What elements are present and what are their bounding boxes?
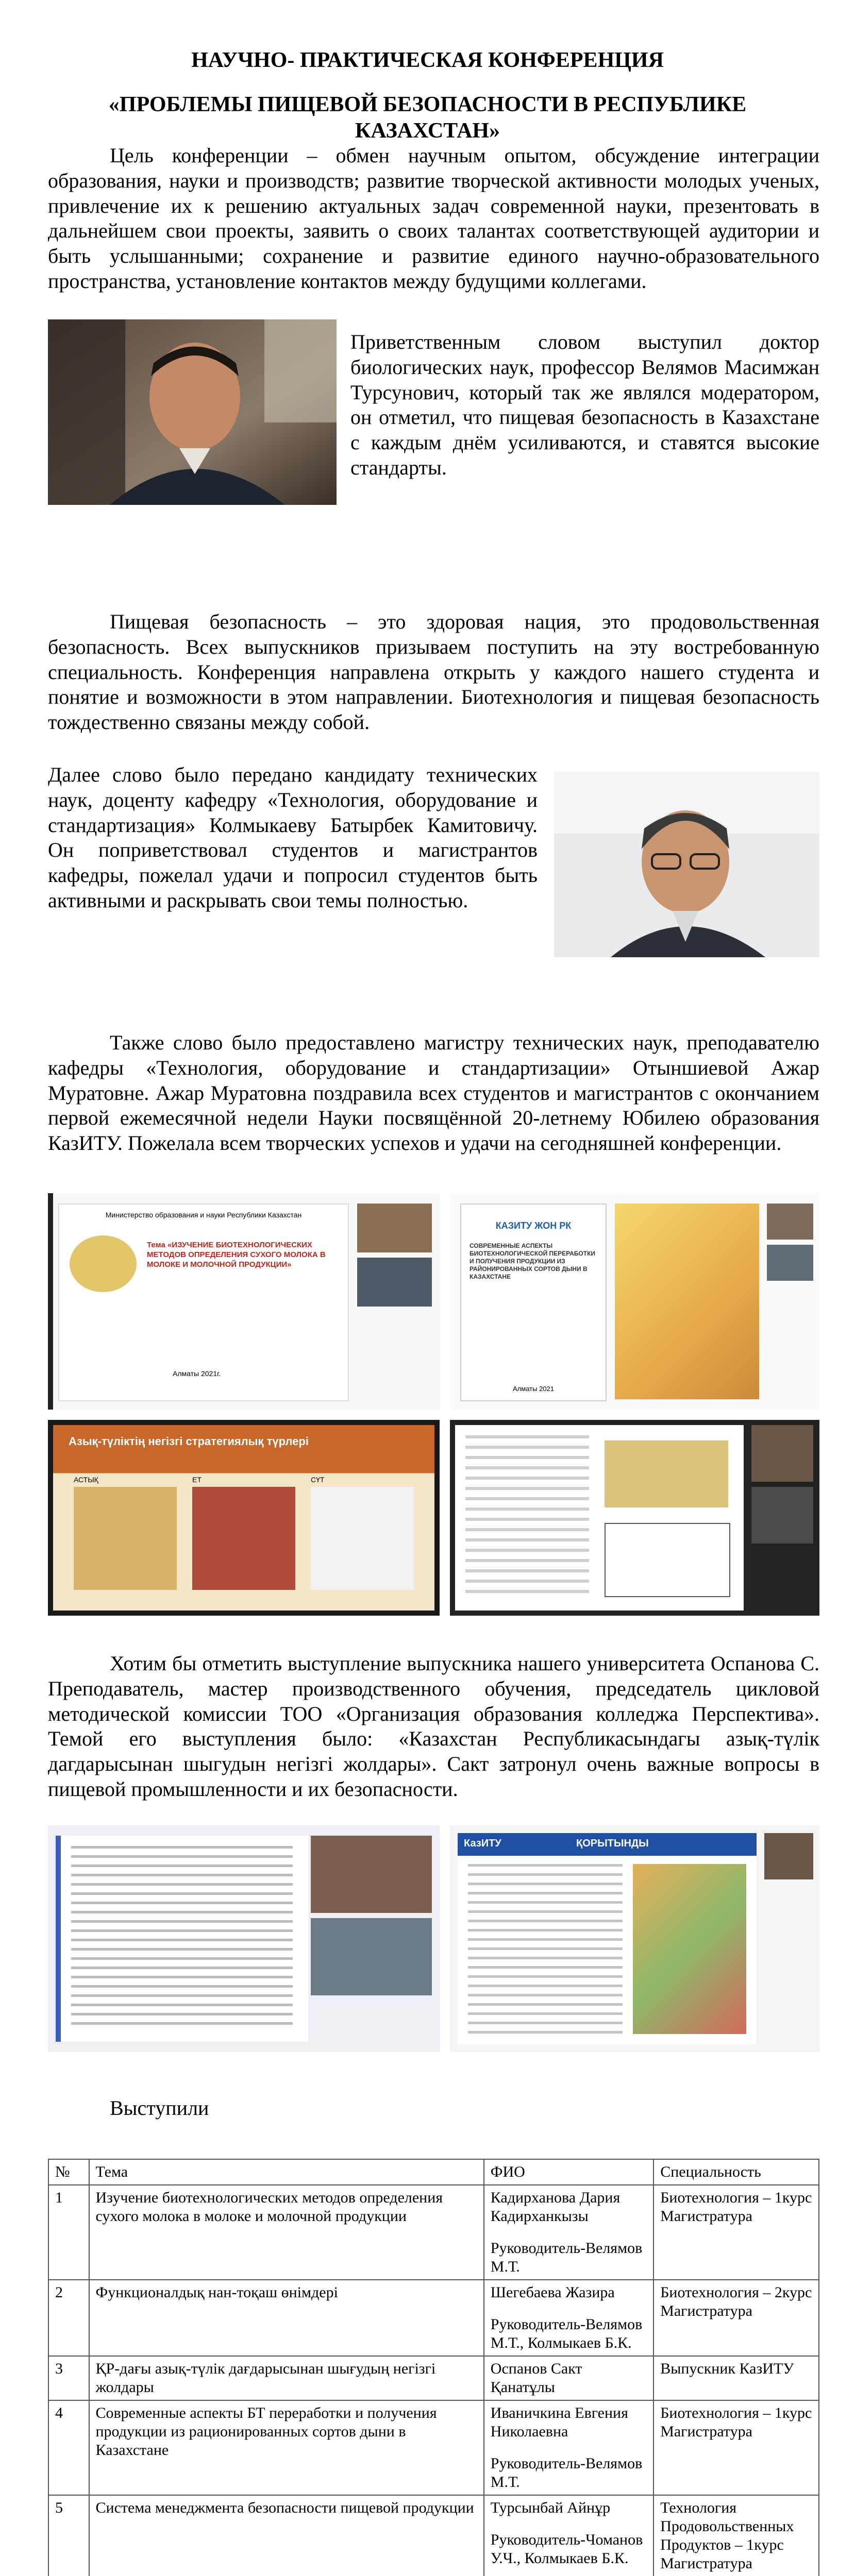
cell-fio — [484, 2185, 653, 2280]
participant-video-thumb — [311, 1918, 432, 1995]
meat-image — [192, 1487, 295, 1590]
table-row — [48, 2356, 819, 2400]
food-image — [633, 1864, 746, 2034]
slide-3 — [53, 1425, 434, 1611]
conference-screenshot-2 — [450, 1193, 819, 1410]
participant-video-thumb — [357, 1204, 432, 1252]
table-row — [48, 2495, 819, 2576]
slide-6-text-lines — [468, 1864, 623, 2034]
cell-topic: ҚР-дағы азық-түлік дағдарысынан шығудың негізгі жолдары — [89, 2356, 484, 2400]
cell-number: 3 — [48, 2356, 89, 2400]
participant-video-thumb — [767, 1204, 813, 1240]
otynshieva-paragraph: Также слово было предоставлено магистру технических наук, преподавателю кафедры «Технология, оборудование и стандартизации» Отыншиевой Ажар Муратовне. Ажар Муратовна поздравила всех студентов и магистрантов с окончанием первой ежемесячной недели Науки посвящённой 20-летнему Юбилею образования КазИТУ. Пожелала всем творческих успехов и удачи на сегодняшней конференции. — [48, 1031, 819, 1155]
table-header-row — [48, 2159, 819, 2185]
slide-3-label-3: СҮТ — [311, 1476, 325, 1484]
slide-5a-text-lines — [71, 1846, 293, 2031]
cell-topic: Система менеджмента безопасности пищевой продукции — [89, 2495, 484, 2576]
header-fio: ФИО — [484, 2159, 653, 2185]
speaker-name: Турсынбай Айнұр — [490, 2499, 611, 2516]
participant-video-thumb — [751, 1425, 813, 1482]
kolmykaev-paragraph: Далее слово было передано кандидату технических наук, доценту кафедру «Технология, оборудование и стандартизация» Колмыкаеву Батырбек Камитовичу. Он поприветствовал студентов и магистрантов кафедры, пожелал удачи и попросил студентов быть активными и раскрывать свои темы полностью. — [48, 763, 538, 912]
cell-specialty: Биотехнология – 1курс Магистратура — [653, 2400, 819, 2495]
melon-photo — [615, 1204, 759, 1399]
cell-fio — [484, 2400, 653, 2495]
slide-3-label-1: АСТЫҚ — [74, 1476, 98, 1484]
food-safety-paragraph: Пищевая безопасность – это здоровая нация, это продовольственная безопасность. Всех выпускников призываем поступить на эту востребованную специальность. Конференция направлена открыть у каждого нашего студента и понятие и возможности в этом направлении. Биотехнология и пищевая безопасность тождественно связаны между собой. — [48, 610, 819, 734]
professor-photo-image — [48, 319, 337, 505]
title-line-3: КАЗАХСТАН» — [355, 118, 500, 143]
conference-screenshot-6 — [450, 1825, 819, 2052]
table-row — [48, 2280, 819, 2356]
slide-6-title: ҚОРЫТЫНДЫ — [576, 1838, 649, 1849]
cell-fio — [484, 2356, 653, 2400]
university-logo-icon — [70, 1235, 137, 1292]
table-row — [48, 2185, 819, 2280]
cell-specialty: Выпускник КазИТУ — [653, 2356, 819, 2400]
cell-fio — [484, 2495, 653, 2576]
supervisor-name: Руководитель-Велямов М.Т. — [490, 2240, 643, 2275]
slide-2 — [460, 1204, 607, 1401]
page-title — [0, 47, 855, 144]
speakers-table — [48, 2159, 819, 2576]
cell-number: 5 — [48, 2495, 89, 2576]
professor-webcam-photo — [48, 319, 337, 505]
participant-video-thumb — [767, 1245, 813, 1281]
slide-2-footer: Алматы 2021 — [513, 1384, 554, 1393]
cell-specialty: Технология Продовольственных Продуктов – 1курс Магистратура — [653, 2495, 819, 2576]
slide-4-text-lines — [465, 1435, 589, 1600]
table-body — [48, 2185, 819, 2576]
speaker-name: Шегебаева Жазира — [490, 2284, 615, 2301]
speaker-name: Иваничкина Евгения Николаевна — [490, 2404, 628, 2440]
slide-1-header: Министерство образования и науки Республики Казахстан — [105, 1211, 302, 1219]
cell-number: 2 — [48, 2280, 89, 2356]
slide-1-footer: Алматы 2021г. — [173, 1369, 221, 1378]
kolmykaev-webcam-photo — [554, 772, 819, 957]
participant-video-thumb — [764, 1833, 813, 1879]
slide-5a — [56, 1836, 308, 2042]
slide-1-title: Тема «ИЗУЧЕНИЕ БИОТЕХНОЛОГИЧЕСКИХ МЕТОДОВ ОПРЕДЕЛЕНИЯ СУХОГО МОЛОКА В МОЛОКЕ И МОЛОЧНОЙ ПРОДУКЦИИ» — [147, 1241, 326, 1269]
slide-6 — [458, 1833, 757, 2044]
speakers-heading: Выступили — [110, 2096, 209, 2120]
supervisor-name: Руководитель-Чоманов У.Ч., Колмыкаев Б.К. — [490, 2531, 643, 2567]
title-line-2: «ПРОБЛЕМЫ ПИЩЕВОЙ БЕЗОПАСНОСТИ В РЕСПУБЛИКЕ — [108, 93, 747, 117]
cell-specialty: Биотехнология – 1курс Магистратура — [653, 2185, 819, 2280]
slide-4-image — [605, 1440, 728, 1507]
title-line-1: НАУЧНО- ПРАКТИЧЕСКАЯ КОНФЕРЕНЦИЯ — [191, 48, 664, 72]
cell-specialty: Биотехнология – 2курс Магистратура — [653, 2280, 819, 2356]
conference-screenshot-3 — [48, 1420, 440, 1616]
supervisor-name: Руководитель-Велямов М.Т. — [490, 2455, 643, 2490]
speaker-name: Кадирханова Дария Кадирханкызы — [490, 2189, 621, 2225]
cell-number: 1 — [48, 2185, 89, 2280]
cell-topic: Функционалдық нан-тоқаш өнімдері — [89, 2280, 484, 2356]
cell-topic: Современные аспекты БТ переработки и получения продукции из рационированных сортов дыни в Казахстане — [89, 2400, 484, 2495]
conference-screenshot-4 — [450, 1420, 819, 1616]
conference-screenshot-5 — [48, 1825, 440, 2052]
cell-number: 4 — [48, 2400, 89, 2495]
slide-1 — [58, 1204, 349, 1401]
supervisor-name: Руководитель-Велямов М.Т., Колмыкаев Б.К. — [490, 2316, 643, 2351]
milk-image — [311, 1487, 414, 1590]
slide-3-title: Азық-түліктің негізгі стратегиялық түрлері — [69, 1435, 309, 1448]
intro-paragraph: Цель конференции – обмен научным опытом, обсуждение интеграции образования, науки и производств; развитие творческой активности молодых ученых, привлечение их к решению актуальных задач современной науки, презентовать в дальнейшем свои проекты, заявить о своих талантах соответствующей аудитории и быть услышанными; сохранение и развитие единого научно-образовательного пространства, установление контактов между будущими коллегами. — [48, 144, 819, 293]
table-row — [48, 2400, 819, 2495]
molecule-diagram — [605, 1523, 730, 1597]
ospanov-paragraph: Хотим бы отметить выступление выпускника нашего университета Оспанова С. Преподаватель, мастер производственного обучения, председатель цикловой методической комиссии ТОО «Организация образования колледжа Перспектива». Темой его выступления было: «Казахстан Республикасындагы азық-түлік дагдарысынан шыгудын негізгі жолдары». Сакт затронул очень важные вопросы в пищевой промышленности и их безопасности. — [48, 1652, 819, 1801]
participant-video-thumb — [311, 1836, 432, 1913]
slide-2-title: СОВРЕМЕННЫЕ АСПЕКТЫ БИОТЕХНОЛОГИЧЕСКОЙ ПЕРЕРАБОТКИ И ПОЛУЧЕНИЯ ПРОДУКЦИИ ИЗ РАЙОНИРОВАННЫХ СОРТОВ ДЫНИ В КАЗАХСТАНЕ — [470, 1242, 596, 1280]
header-number: № — [48, 2159, 89, 2185]
participant-video-thumb — [357, 1258, 432, 1307]
slide-3-label-2: ЕТ — [192, 1476, 202, 1484]
grain-image — [74, 1487, 177, 1590]
header-topic: Тема — [89, 2159, 484, 2185]
header-specialty: Специальность — [653, 2159, 819, 2185]
cell-fio — [484, 2280, 653, 2356]
conference-screenshot-1 — [48, 1193, 440, 1410]
speaker-name: Оспанов Сакт Қанатұлы — [490, 2360, 582, 2396]
slide-2-brand: КАЗИТУ ЖОН РК — [495, 1221, 572, 1231]
slide-4 — [455, 1425, 744, 1611]
participant-video-thumb — [751, 1487, 813, 1544]
cell-topic: Изучение биотехнологических методов определения сухого молока в молоке и молочной продукции — [89, 2185, 484, 2280]
welcome-speech-paragraph: Приветственным словом выступил доктор биологических наук, профессор Велямов Масимжан Турсунович, который так же являлся модератором, он отметил, что пищевая безопасность в Казахстане с каждым днём усиливаются, и ставятся высокие стандарты. — [350, 330, 819, 479]
kolmykaev-photo-image — [554, 772, 819, 957]
slide-6-brand: КазИТУ — [464, 1838, 501, 1849]
